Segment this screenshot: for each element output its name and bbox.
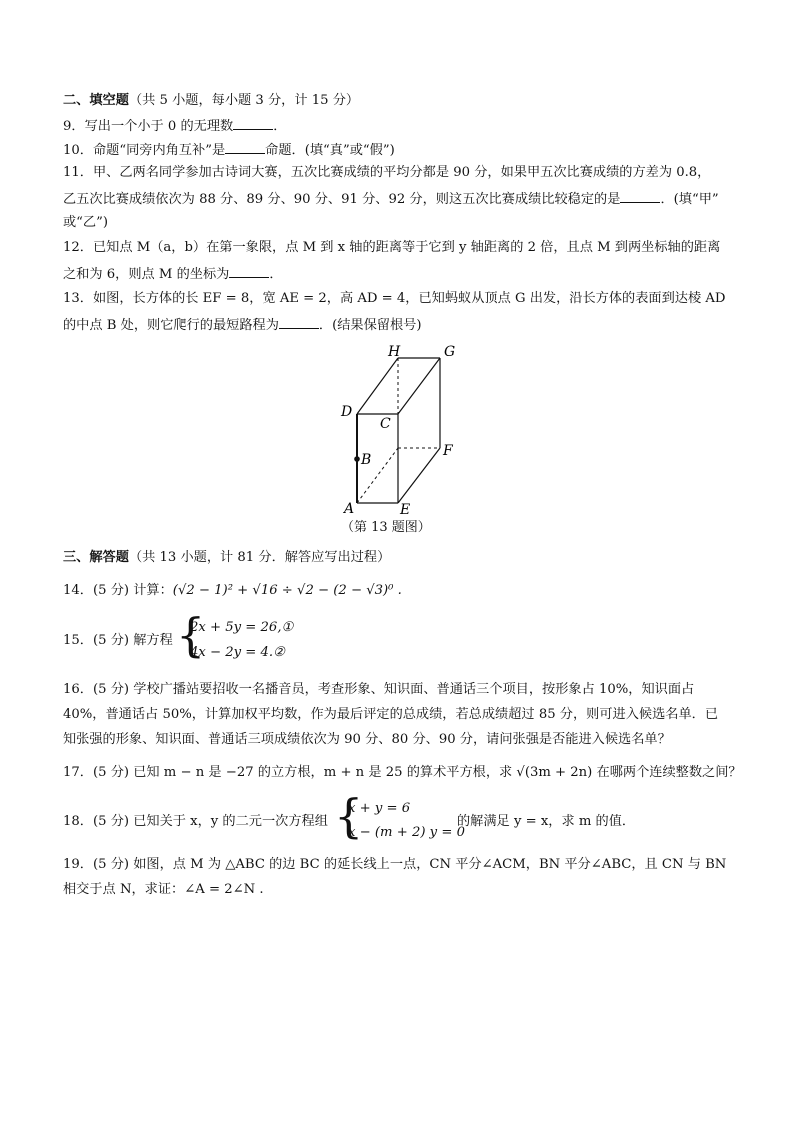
question-19-line2: 相交于点 N，求证：∠A = 2∠N . [63, 882, 264, 897]
q15-equation-2: 4x − 2y = 4.② [190, 645, 285, 660]
section3-title: 三、解答题 [63, 550, 129, 565]
q12-answer-blank[interactable] [229, 264, 269, 278]
q11-text-a: 乙五次比赛成绩依次为 88 分、89 分、90 分、91 分、92 分，则这五次比赛成绩比较稳定的是 [63, 192, 621, 207]
question-12-line2 [63, 264, 283, 284]
q9-text: 9．写出一个小于 0 的无理数 [63, 119, 234, 134]
label-H: H [388, 344, 401, 360]
question-13-line1: 13．如图，长方体的长 EF = 8，宽 AE = 2，高 AD = 4，已知蚂蚁从顶点 G 出发，沿长方体的表面到达棱 AD [63, 291, 726, 306]
question-16-line1: 16．(5 分) 学校广播站要招收一名播音员，考查形象、知识面、普通话三个项目，按形象占 10%，知识面占 [63, 682, 695, 697]
q14-expression: (√2 − 1)² + √16 ÷ √2 − (2 − √3)⁰ . [172, 583, 402, 598]
question-11-line1: 11．甲、乙两名同学参加古诗词大赛，五次比赛成绩的平均分都是 90 分，如果甲五次比赛成绩的方差为 0.8， [63, 165, 711, 180]
q10-text-a: 10．命题“同旁内角互补”是 [63, 143, 226, 158]
question-13-line2 [63, 315, 422, 335]
point-B [354, 456, 360, 462]
section3-note: （共 13 小题，计 81 分．解答应写出过程） [128, 550, 391, 565]
label-F: F [443, 443, 453, 459]
edge-CG [398, 358, 440, 414]
section2-note: （共 5 小题，每小题 3 分，计 15 分） [128, 93, 360, 108]
question-9 [63, 116, 286, 136]
q18-equation-1: x + y = 6 [348, 801, 411, 816]
edge-EF [398, 448, 440, 503]
question-10 [63, 140, 395, 160]
q11-answer-blank[interactable] [620, 189, 660, 203]
q13-text-a: 的中点 B 处，则它爬行的最短路程为 [63, 318, 279, 333]
q14-prefix: 14．(5 分) 计算： [63, 583, 173, 598]
label-C: C [380, 416, 391, 432]
q18-equation-2: x − (m + 2) y = 0 [348, 825, 465, 840]
label-B: B [361, 452, 372, 468]
question-17: 17．(5 分) 已知 m − n 是 −27 的立方根，m + n 是 25 的算术平方根，求 √(3m + 2n) 在哪两个连续整数之间？ [63, 765, 742, 780]
q15-equation-1: 2x + 5y = 26,① [190, 620, 294, 635]
cuboid-figure [330, 338, 470, 538]
question-11-line3: 或“乙”) [63, 215, 109, 230]
q11-text-b: ．(填“甲” [660, 192, 719, 207]
section2-title: 二、填空题 [63, 93, 129, 108]
q9-end: ． [273, 119, 287, 134]
edge-DH [357, 358, 398, 414]
q18-brace: { [334, 789, 364, 843]
label-D: D [341, 404, 353, 420]
question-18-prefix: 18．(5 分) 已知关于 x，y 的二元一次方程组 [63, 814, 328, 829]
section3-heading [63, 549, 390, 567]
q9-answer-blank[interactable] [233, 116, 273, 130]
label-E: E [400, 502, 411, 518]
question-12-line1: 12．已知点 M（a，b）在第一象限，点 M 到 x 轴的距离等于它到 y 轴距离的 2 倍，且点 M 到两坐标轴的距离 [63, 240, 721, 255]
q15-brace: { [176, 608, 206, 662]
q12-text-a: 之和为 6，则点 M 的坐标为 [63, 267, 230, 282]
q12-text-b: ． [269, 267, 283, 282]
q10-answer-blank[interactable] [225, 140, 265, 154]
label-A: A [344, 501, 355, 517]
question-16-line2: 40%，普通话占 50%，计算加权平均数，作为最后评定的总成绩，若总成绩超过 85 分，则可进入候选名单．已 [63, 707, 719, 722]
figure-caption: （第 13 题图） [341, 520, 431, 535]
question-19-line1: 19．(5 分) 如图，点 M 为 △ABC 的边 BC 的延长线上一点，CN 平分∠ACM，BN 平分∠ABC，且 CN 与 BN [63, 857, 727, 872]
question-14 [63, 582, 402, 600]
section2-heading [63, 92, 359, 110]
q13-answer-blank[interactable] [279, 315, 319, 329]
question-18-suffix: 的解满足 y = x，求 m 的值． [457, 814, 636, 829]
question-16-line3: 知张强的形象、知识面、普通话三项成绩依次为 90 分、80 分、90 分，请问张强是否能进入候选名单？ [63, 732, 671, 747]
q10-text-b: 命题．(填“真”或“假”) [265, 143, 395, 158]
question-11-line2 [63, 189, 719, 209]
question-15-prefix: 15．(5 分) 解方程 [63, 633, 173, 648]
label-G: G [444, 344, 456, 360]
q13-text-b: ．(结果保留根号) [318, 318, 422, 333]
